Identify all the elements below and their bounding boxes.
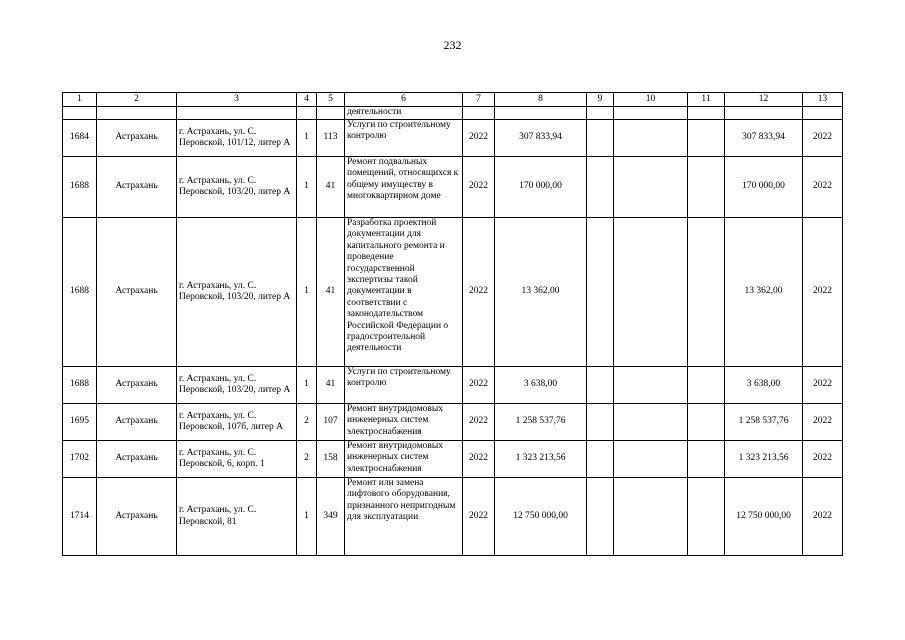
total-amount: 1 258 537,76 (725, 404, 803, 441)
total-amount: 307 833,94 (725, 120, 803, 157)
continuation-row (63, 107, 843, 120)
header-cell: 1 (63, 93, 97, 107)
row-number: 1688 (63, 157, 97, 218)
work-type: Ремонт внутридомовых инженерных систем электроснабжения (345, 404, 463, 441)
table-row (63, 120, 843, 157)
amount: 1 323 213,56 (495, 441, 587, 478)
work-type: Ремонт или замена лифтового оборудования, признанного непригодным для эксплуатации (345, 478, 463, 556)
table-row (63, 441, 843, 478)
col-5-value: 158 (317, 441, 345, 478)
work-type: Разработка проектной документации для капитального ремонта и проведение государственной экспертизы такой документации в соответствии с законодательством Российской Федерации о градостроительной деятельности (345, 218, 463, 367)
col-4-value: 1 (297, 218, 317, 367)
amount: 3 638,00 (495, 367, 587, 404)
col-9-value (587, 478, 614, 556)
header-row (63, 93, 843, 107)
row-number: 1714 (63, 478, 97, 556)
page-number: 232 (443, 38, 462, 52)
work-type: Ремонт подвальных помещений, относящихся к общему имуществу в многоквартирном доме (345, 157, 463, 218)
year-end: 2022 (803, 441, 843, 478)
year-end: 2022 (803, 157, 843, 218)
table-row (63, 367, 843, 404)
col-10-value (614, 404, 688, 441)
year: 2022 (463, 120, 495, 157)
col-11-value (688, 404, 725, 441)
col-10-value (614, 367, 688, 404)
amount: 12 750 000,00 (495, 478, 587, 556)
year-end: 2022 (803, 478, 843, 556)
city: Астрахань (97, 478, 177, 556)
address: г. Астрахань, ул. С. Перовской, 107б, литер А (177, 404, 297, 441)
total-amount: 13 362,00 (725, 218, 803, 367)
col-5-value: 41 (317, 218, 345, 367)
address: г. Астрахань, ул. С. Перовской, 103/20, литер А (177, 218, 297, 367)
col-11-value (688, 478, 725, 556)
header-cell: 12 (725, 93, 803, 107)
year: 2022 (463, 367, 495, 404)
header-cell: 6 (345, 93, 463, 107)
city: Астрахань (97, 120, 177, 157)
work-type: Услуги по строительному контролю (345, 367, 463, 404)
col-9-value (587, 120, 614, 157)
col-10-value (614, 157, 688, 218)
city: Астрахань (97, 157, 177, 218)
year-end: 2022 (803, 120, 843, 157)
year: 2022 (463, 157, 495, 218)
col-4-value: 2 (297, 404, 317, 441)
header-cell: 7 (463, 93, 495, 107)
col-5-value: 107 (317, 404, 345, 441)
col-10-value (614, 441, 688, 478)
address: г. Астрахань, ул. С. Перовской, 103/20, литер А (177, 157, 297, 218)
row-number: 1695 (63, 404, 97, 441)
total-amount: 12 750 000,00 (725, 478, 803, 556)
col-11-value (688, 441, 725, 478)
table-row (63, 157, 843, 218)
table-row (63, 478, 843, 556)
amount: 13 362,00 (495, 218, 587, 367)
header-cell: 13 (803, 93, 843, 107)
address: г. Астрахань, ул. С. Перовской, 103/20, литер А (177, 367, 297, 404)
row-number: 1688 (63, 367, 97, 404)
col-4-value: 1 (297, 367, 317, 404)
header-cell: 2 (97, 93, 177, 107)
amount: 307 833,94 (495, 120, 587, 157)
row-number: 1702 (63, 441, 97, 478)
city: Астрахань (97, 441, 177, 478)
header-cell: 3 (177, 93, 297, 107)
amount: 170 000,00 (495, 157, 587, 218)
header-cell: 4 (297, 93, 317, 107)
table-row (63, 404, 843, 441)
col-9-value (587, 367, 614, 404)
address: г. Астрахань, ул. С. Перовской, 81 (177, 478, 297, 556)
table-row (63, 218, 843, 367)
total-amount: 170 000,00 (725, 157, 803, 218)
col-10-value (614, 478, 688, 556)
year: 2022 (463, 404, 495, 441)
col-9-value (587, 157, 614, 218)
col-5-value: 41 (317, 157, 345, 218)
col-11-value (688, 367, 725, 404)
header-cell: 11 (688, 93, 725, 107)
city: Астрахань (97, 404, 177, 441)
year: 2022 (463, 218, 495, 367)
col-9-value (587, 404, 614, 441)
year-end: 2022 (803, 367, 843, 404)
header-cell: 10 (614, 93, 688, 107)
year: 2022 (463, 441, 495, 478)
header-cell: 9 (587, 93, 614, 107)
col-9-value (587, 218, 614, 367)
col-5-value: 349 (317, 478, 345, 556)
col-10-value (614, 218, 688, 367)
col-11-value (688, 157, 725, 218)
col-4-value: 1 (297, 120, 317, 157)
col-9-value (587, 441, 614, 478)
row-number: 1688 (63, 218, 97, 367)
col-4-value: 2 (297, 441, 317, 478)
city: Астрахань (97, 367, 177, 404)
col-4-value: 1 (297, 478, 317, 556)
work-type: Ремонт внутридомовых инженерных систем электроснабжения (345, 441, 463, 478)
address: г. Астрахань, ул. С. Перовской, 6, корп. 1 (177, 441, 297, 478)
city: Астрахань (97, 218, 177, 367)
col-11-value (688, 218, 725, 367)
year-end: 2022 (803, 218, 843, 367)
col-4-value: 1 (297, 157, 317, 218)
col-5-value: 113 (317, 120, 345, 157)
amount: 1 258 537,76 (495, 404, 587, 441)
total-amount: 1 323 213,56 (725, 441, 803, 478)
col-5-value: 41 (317, 367, 345, 404)
year: 2022 (463, 478, 495, 556)
row-number: 1684 (63, 120, 97, 157)
header-cell: 5 (317, 93, 345, 107)
work-type: Услуги по строительному контролю (345, 120, 463, 157)
col-11-value (688, 120, 725, 157)
year-end: 2022 (803, 404, 843, 441)
col-10-value (614, 120, 688, 157)
address: г. Астрахань, ул. С. Перовской, 101/12, литер А (177, 120, 297, 157)
continuation-text: деятельности (345, 107, 463, 120)
repair-program-table (62, 92, 843, 556)
total-amount: 3 638,00 (725, 367, 803, 404)
header-cell: 8 (495, 93, 587, 107)
